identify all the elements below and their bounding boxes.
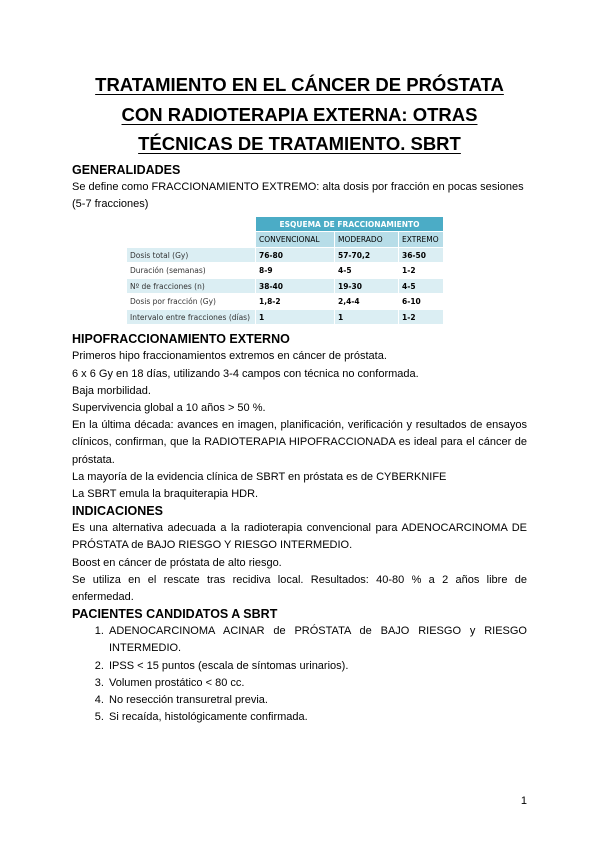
column-header: CONVENCIONAL: [256, 232, 335, 248]
table-cell: 38-40: [256, 278, 335, 294]
table-cell: 4-5: [399, 278, 444, 294]
title-line-2: CON RADIOTERAPIA EXTERNA: OTRAS: [121, 103, 478, 125]
row-label: Nº de fracciones (n): [127, 278, 256, 294]
list-item: 2. IPSS < 15 puntos (escala de síntomas urinarios).: [107, 658, 527, 675]
hipo-heading: HIPOFRACCIONAMIENTO EXTERNO: [72, 332, 290, 347]
row-label: Dosis por fracción (Gy): [127, 294, 256, 310]
table-header: ESQUEMA DE FRACCIONAMIENTO: [256, 216, 444, 232]
table-cell: 57-70,2: [335, 247, 399, 263]
table-cell: 1-2: [399, 309, 444, 325]
document-page: [72, 70, 527, 726]
table-cell: 6-10: [399, 294, 444, 310]
indicaciones-paragraph: Boost en cáncer de próstata de alto riesgo.: [72, 556, 282, 569]
candidates-list: [72, 623, 527, 726]
table-corner: [127, 232, 256, 248]
indicaciones-paragraph: Se utiliza en el rescate tras recidiva local. Resultados: 40-80 % a 2 años libre de enfermedad.: [72, 573, 527, 604]
hipo-paragraph: Primeros hipo fraccionamientos extremos en cáncer de próstata.: [72, 350, 387, 363]
hipo-paragraph: La mayoría de la evidencia clínica de SBRT en próstata es de CYBERKNIFE: [72, 470, 447, 483]
hipo-paragraph: La SBRT emula la braquiterapia HDR.: [72, 488, 259, 501]
hipo-paragraph: Supervivencia global a 10 años > 50 %.: [72, 402, 266, 415]
hipo-paragraph: 6 x 6 Gy en 18 días, utilizando 3-4 campos con técnica no conformada.: [72, 367, 419, 380]
generalidades-text: Se define como FRACCIONAMIENTO EXTREMO: alta dosis por fracción en pocas sesiones (5-7 fracciones): [72, 180, 524, 210]
indicaciones-heading: INDICACIONES: [72, 504, 163, 519]
table-cell: 36-50: [399, 247, 444, 263]
table-cell: 1: [335, 309, 399, 325]
hipo-paragraph: En la última década: avances en imagen, planificación, verificación y resultados de ensayos clínicos, confirman, que la RADIOTERAPIA HIPOFRACCIONADA es ideal para el cáncer de próstata.: [72, 419, 527, 466]
column-header: MODERADO: [335, 232, 399, 248]
table-corner: [127, 216, 256, 232]
row-label: Intervalo entre fracciones (días): [127, 309, 256, 325]
table-cell: 4-5: [335, 263, 399, 279]
table-cell: 1-2: [399, 263, 444, 279]
list-item: 4. No resección transuretral previa.: [107, 692, 527, 709]
pacientes-heading: PACIENTES CANDIDATOS A SBRT: [72, 607, 278, 622]
table-cell: 1,8-2: [256, 294, 335, 310]
page-number: 1: [520, 795, 527, 807]
hipo-paragraph: Baja morbilidad.: [72, 384, 151, 397]
indicaciones-paragraph: Es una alternativa adecuada a la radioterapia convencional para ADENOCARCINOMA DE PRÓSTATA de BAJO RIESGO Y RIESGO INTERMEDIO.: [72, 522, 527, 552]
row-label: Dosis total (Gy): [127, 247, 256, 263]
table-cell: 76-80: [256, 247, 335, 263]
table-row: [127, 309, 444, 325]
fractionation-table: [126, 216, 444, 326]
title-line-1: TRATAMIENTO EN EL CÁNCER DE PRÓSTATA: [95, 74, 504, 95]
row-label: Duración (semanas): [127, 263, 256, 279]
table-row: [127, 263, 444, 279]
table-row: [127, 247, 444, 263]
list-item: 1. ADENOCARCINOMA ACINAR de PRÓSTATA de BAJO RIESGO y RIESGO INTERMEDIO.: [107, 623, 527, 657]
title-line-3: TÉCNICAS DE TRATAMIENTO. SBRT: [138, 133, 461, 154]
column-header: EXTREMO: [399, 232, 444, 248]
list-item: 5. Si recaída, histológicamente confirmada.: [107, 709, 527, 726]
table-row: [127, 294, 444, 310]
list-item: 3. Volumen prostático < 80 cc.: [107, 675, 527, 692]
generalidades-heading: GENERALIDADES: [72, 162, 181, 177]
table-row: [127, 278, 444, 294]
table-cell: 19-30: [335, 278, 399, 294]
table-cell: 8-9: [256, 263, 335, 279]
document-title: [72, 70, 527, 159]
table-cell: 2,4-4: [335, 294, 399, 310]
table-cell: 1: [256, 309, 335, 325]
